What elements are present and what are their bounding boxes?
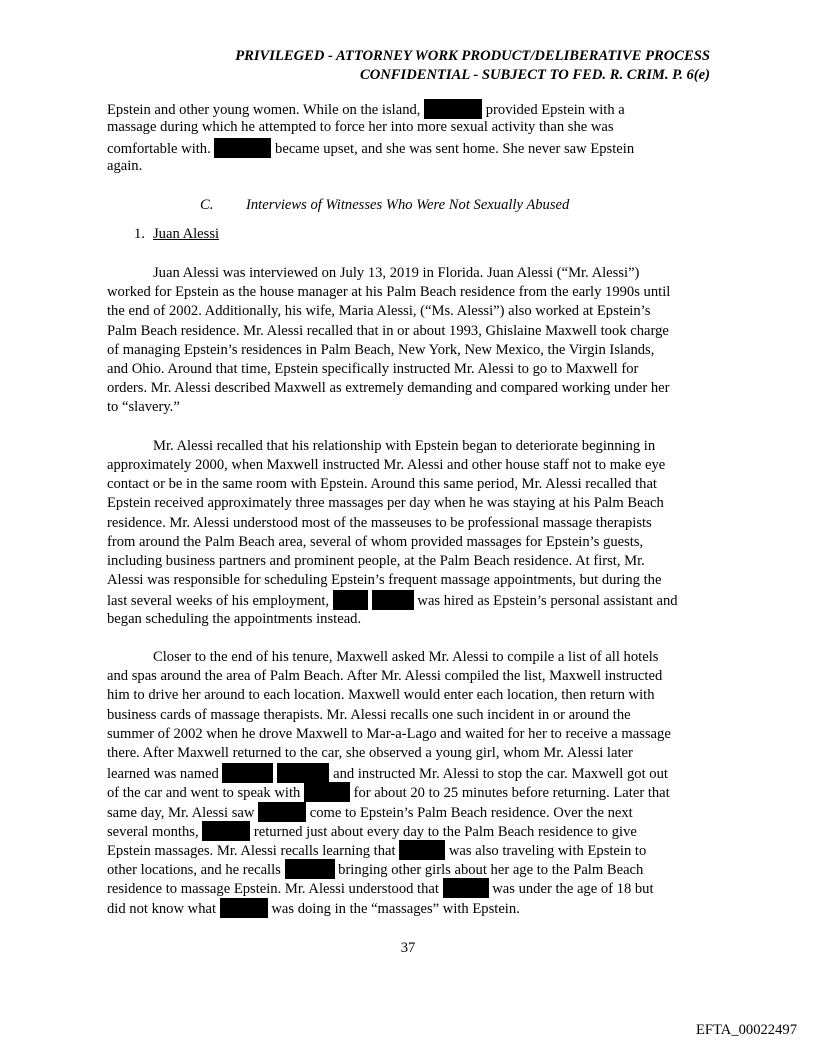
text-line: again. xyxy=(107,158,143,174)
text-line: approximately 2000, when Maxwell instructed Mr. Alessi and other house staff not to make eye xyxy=(107,457,666,473)
redaction-box xyxy=(277,763,329,783)
redaction-box xyxy=(372,590,414,610)
text-line: and Ohio. Around that time, Epstein specifically instructed Mr. Alessi to go to Maxwell for xyxy=(107,361,639,377)
redaction-box xyxy=(399,840,445,860)
text-line: and spas around the area of Palm Beach. After Mr. Alessi compiled the list, Maxwell instructed xyxy=(107,668,663,684)
privilege-header-line-1: PRIVILEGED - ATTORNEY WORK PRODUCT/DELIBERATIVE PROCESS xyxy=(235,48,710,64)
text-line: massage during which he attempted to force her into more sexual activity than she was xyxy=(107,119,614,135)
text-line: orders. Mr. Alessi described Maxwell as extremely demanding and compared working under her xyxy=(107,380,670,396)
text-line: him to drive her around to each location. Maxwell would enter each location, then return with xyxy=(107,687,655,703)
text-line: Juan Alessi was interviewed on July 13, 2019 in Florida. Juan Alessi (“Mr. Alessi”) xyxy=(153,265,640,281)
text-line: other locations, and he recalls bringing other girls about her age to the Palm Beach xyxy=(107,859,643,880)
text-line: from around the Palm Beach area, several of whom provided massages for Epstein’s guests, xyxy=(107,534,644,550)
text-line: Epstein and other young women. While on the island, provided Epstein with a xyxy=(107,99,625,120)
text-line: learned was named and instructed Mr. Alessi to stop the car. Maxwell got out xyxy=(107,763,668,784)
text-line: there. After Maxwell returned to the car, she observed a young girl, whom Mr. Alessi later xyxy=(107,745,633,761)
section-title: Interviews of Witnesses Who Were Not Sexually Abused xyxy=(246,197,570,213)
redaction-box xyxy=(202,821,250,841)
redaction-box xyxy=(333,590,368,610)
text-line: residence. Mr. Alessi understood most of the masseuses to be professional massage therapists xyxy=(107,515,652,531)
text-line: comfortable with. became upset, and she was sent home. She never saw Epstein xyxy=(107,138,634,159)
text-line: several months, returned just about every day to the Palm Beach residence to give xyxy=(107,821,637,842)
bates-number: EFTA_00022497 xyxy=(696,1022,797,1038)
redaction-box xyxy=(304,782,350,802)
redaction-box xyxy=(220,898,268,918)
text-line: Closer to the end of his tenure, Maxwell asked Mr. Alessi to compile a list of all hotels xyxy=(153,649,659,665)
text-line: contact or be in the same room with Epstein. Around this same period, Mr. Alessi recalled that xyxy=(107,476,657,492)
redaction-box xyxy=(443,878,489,898)
text-line: did not know what was doing in the “massages” with Epstein. xyxy=(107,898,520,919)
subsection-number: 1. xyxy=(134,226,145,242)
subsection-name: Juan Alessi xyxy=(153,226,220,242)
text-line: business cards of massage therapists. Mr. Alessi recalls one such incident in or around the xyxy=(107,707,631,723)
text-line: last several weeks of his employment, was hired as Epstein’s personal assistant and xyxy=(107,590,678,611)
text-line: Epstein massages. Mr. Alessi recalls learning that was also traveling with Epstein to xyxy=(107,840,646,861)
text-line: summer of 2002 when he drove Maxwell to Mar-a-Lago and waited for her to receive a massage xyxy=(107,726,671,742)
text-line: of managing Epstein’s residences in Palm Beach, New York, New Mexico, the Virgin Islands, xyxy=(107,342,655,358)
text-line: Mr. Alessi recalled that his relationship with Epstein began to deteriorate beginning in xyxy=(153,438,656,454)
text-line: of the car and went to speak with for about 20 to 25 minutes before returning. Later that xyxy=(107,782,670,803)
text-line: including business partners and prominent people, at the Palm Beach residence. At first, Mr. xyxy=(107,553,645,569)
redaction-box xyxy=(258,802,306,822)
section-letter: C. xyxy=(200,197,214,213)
redaction-box xyxy=(214,138,271,158)
text-line: residence to massage Epstein. Mr. Alessi understood that was under the age of 18 but xyxy=(107,878,654,899)
text-line: to “slavery.” xyxy=(107,399,180,415)
redaction-box xyxy=(222,763,273,783)
text-line: Epstein received approximately three massages per day when he was staying at his Palm Beach xyxy=(107,495,664,511)
redaction-box xyxy=(424,99,482,119)
text-line: worked for Epstein as the house manager at his Palm Beach residence from the early 1990s until xyxy=(107,284,671,300)
text-line: Alessi was responsible for scheduling Epstein’s frequent massage appointments, but during the xyxy=(107,572,662,588)
text-line: same day, Mr. Alessi saw come to Epstein’s Palm Beach residence. Over the next xyxy=(107,802,633,823)
page-number: 37 xyxy=(400,940,416,956)
text-line: the end of 2002. Additionally, his wife, Maria Alessi, (“Ms. Alessi”) also worked at Epstein’s xyxy=(107,303,651,319)
redaction-box xyxy=(285,859,335,879)
privilege-header-line-2: CONFIDENTIAL - SUBJECT TO FED. R. CRIM. P. 6(e) xyxy=(359,67,710,83)
text-line: began scheduling the appointments instead. xyxy=(107,611,362,627)
text-line: Palm Beach residence. Mr. Alessi recalled that in or about 1993, Ghislaine Maxwell took charge xyxy=(107,323,669,339)
